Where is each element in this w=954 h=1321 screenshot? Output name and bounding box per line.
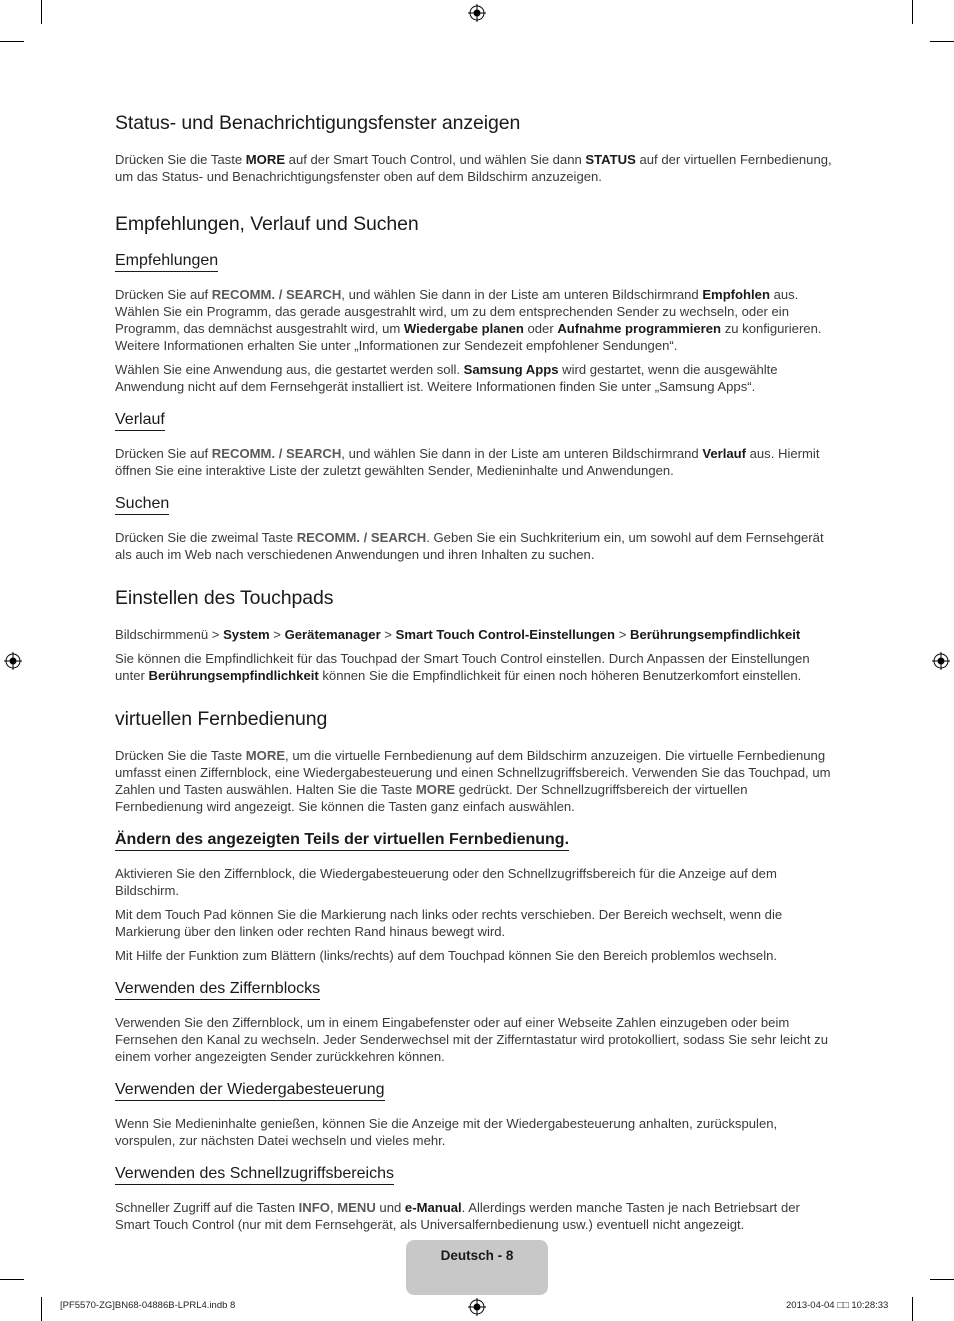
bold-term: System	[223, 627, 270, 642]
heading-status: Status- und Benachrichtigungsfenster anzeigen	[115, 112, 521, 134]
bold-term: Berührungsempfindlichkeit	[148, 668, 319, 683]
heading-recommend: Empfehlungen, Verlauf und Suchen	[115, 213, 419, 235]
bold-term: Gerätemanager	[284, 627, 381, 642]
bold-term: Samsung Apps	[463, 362, 559, 377]
aendern-paragraph-2: Mit dem Touch Pad können Sie die Markierung nach links oder rechts verschieben. Der Bereich wechselt, wenn die Markierung über den linken oder rechten Rand hinaus bewegt wird.	[115, 907, 783, 939]
print-file-info: [PF5570-ZG]BN68-04886B-LPRL4.indb 8	[60, 1300, 236, 1311]
bold-term: STATUS	[585, 152, 636, 167]
subheading-verlauf: Verlauf	[115, 411, 165, 431]
page-content	[115, 112, 837, 1253]
suchen-paragraph: Drücken Sie die zweimal Taste RECOMM. / SEARCH. Geben Sie ein Suchkriterium ein, um sowohl auf dem Fernsehgerät als auch im Web nach verschiedenen Anwendungen und ihren Inhalten zu suchen.	[115, 530, 824, 562]
crop-mark	[0, 41, 24, 42]
bold-term: INFO	[298, 1200, 330, 1215]
aendern-paragraph-3: Mit Hilfe der Funktion zum Blättern (links/rechts) auf dem Touchpad können Sie den Bereich problemlos wechseln.	[115, 948, 778, 963]
verlauf-paragraph: Drücken Sie auf RECOMM. / SEARCH, und wählen Sie dann in der Liste am unteren Bildschirmrand Verlauf aus. Hiermit öffnen Sie eine interaktive Liste der zuletzt gewählten Sender, Medieninhalte und Anwendungen.	[115, 446, 820, 478]
empfehlungen-paragraph-2: Wählen Sie eine Anwendung aus, die gestartet werden soll. Samsung Apps wird gestartet, wenn die ausgewählte Anwendung nicht auf dem Fernsehgerät installiert ist. Weitere Informationen finden Sie unter „Samsung Apps“.	[115, 362, 778, 394]
virtual-paragraph: Drücken Sie die Taste MORE, um die virtuelle Fernbedienung auf dem Bildschirm anzuzeigen. Die virtuelle Fernbedienung umfasst einen Ziffernblock, eine Wiedergabesteuerung und einen Schnellzugriffsbereich. Verwenden Sie das Touchpad, um Zahlen und Tasten auswählen. Halten Sie die Taste MORE gedrückt. Der Schnellzugriffsbereich der virtuellen Fernbedienung wird angezeigt. Sie können die Tasten ganz einfach auswählen.	[115, 748, 831, 814]
ziffernblock-paragraph: Verwenden Sie den Ziffernblock, um in einem Eingabefenster oder auf einer Webseite Zahlen einzugeben oder beim Fernsehen den Kanal zu wechseln. Jeder Senderwechsel mit der Zifferntastatur wird protokolliert, sodass Sie sehr leicht zu einem vorher angezeigten Sender zurückkehren können.	[115, 1015, 828, 1064]
registration-mark-icon	[932, 652, 950, 670]
aendern-paragraph-1: Aktivieren Sie den Ziffernblock, die Wiedergabesteuerung oder den Schnellzugriffsbereich für die Anzeige auf dem Bildschirm.	[115, 866, 777, 898]
bold-term: Aufnahme programmieren	[557, 321, 722, 336]
subheading-empfehlungen: Empfehlungen	[115, 252, 218, 272]
bold-term: MORE	[415, 782, 456, 797]
page-number-tab	[406, 1240, 548, 1295]
print-timestamp: 2013-04-04 □□ 10:28:33	[786, 1300, 889, 1311]
bold-term: Smart Touch Control-Einstellungen	[395, 627, 616, 642]
bold-term: MORE	[245, 748, 286, 763]
registration-mark-icon	[468, 4, 486, 22]
crop-mark	[930, 41, 954, 42]
section-status	[115, 112, 837, 185]
section-virtual-remote	[115, 708, 837, 1233]
empfehlungen-paragraph-1: Drücken Sie auf RECOMM. / SEARCH, und wählen Sie dann in der Liste am unteren Bildschirmrand Empfohlen aus. Wählen Sie ein Programm, das gerade ausgestrahlt wird, um zu dem entsprechenden Sender zu wechseln, oder ein Programm, das demnächst ausgestrahlt wird, um Wiedergabe planen oder Aufnahme programmieren zu konfigurieren. Weitere Informationen erhalten Sie unter „Informationen zur Sendezeit empfohlener Sendungen“.	[115, 287, 822, 353]
subheading-suchen: Suchen	[115, 495, 169, 515]
bold-term: Wiedergabe planen	[403, 321, 524, 336]
crop-mark	[930, 1279, 954, 1280]
crop-mark	[912, 1297, 913, 1321]
heading-virtual-remote: virtuellen Fernbedienung	[115, 708, 328, 730]
section-touchpad	[115, 587, 837, 684]
page-number-label: Deutsch - 8	[440, 1248, 514, 1263]
bold-term: MENU	[337, 1200, 376, 1215]
section-recommend	[115, 213, 837, 563]
subheading-ziffernblock: Verwenden des Ziffernblocks	[115, 980, 320, 1000]
subheading-aendern: Ändern des angezeigten Teils der virtuellen Fernbedienung.	[115, 831, 569, 851]
subheading-schnellzugriff: Verwenden des Schnellzugriffsbereichs	[115, 1165, 394, 1185]
status-paragraph: Drücken Sie die Taste MORE auf der Smart Touch Control, und wählen Sie dann STATUS auf der virtuellen Fernbedienung, um das Status- und Benachrichtigungsfenster oben auf dem Bildschirm anzuzeigen.	[115, 152, 832, 184]
registration-mark-icon	[4, 652, 22, 670]
crop-mark	[41, 1297, 42, 1321]
crop-mark	[0, 1279, 24, 1280]
subheading-wiedergabe: Verwenden der Wiedergabesteuerung	[115, 1081, 385, 1101]
bold-term: Empfohlen	[702, 287, 770, 302]
bold-term: MORE	[245, 152, 286, 167]
bold-term: RECOMM. / SEARCH	[211, 287, 342, 302]
touchpad-menu-path: Bildschirmmenü > System > Gerätemanager > Smart Touch Control-Einstellungen > Berührungsempfindlichkeit	[115, 627, 801, 642]
heading-touchpad: Einstellen des Touchpads	[115, 587, 334, 609]
bold-term: e-Manual	[404, 1200, 462, 1215]
schnellzugriff-paragraph: Schneller Zugriff auf die Tasten INFO, MENU und e-Manual. Allerdings werden manche Tasten je nach Betriebsart der Smart Touch Control (nur mit dem Fernsehgerät, als Universalfernbedienung usw.) eventuell nicht angezeigt.	[115, 1200, 800, 1232]
bold-term: RECOMM. / SEARCH	[211, 446, 342, 461]
wiedergabe-paragraph: Wenn Sie Medieninhalte genießen, können Sie die Anzeige mit der Wiedergabesteuerung anhalten, zurückspulen, vorspulen, zur nächsten Datei wechseln und vieles mehr.	[115, 1116, 778, 1148]
bold-term: Berührungsempfindlichkeit	[630, 627, 801, 642]
bold-term: Verlauf	[702, 446, 746, 461]
registration-mark-icon	[468, 1298, 486, 1316]
crop-mark	[41, 0, 42, 24]
bold-term: RECOMM. / SEARCH	[296, 530, 427, 545]
touchpad-paragraph: Sie können die Empfindlichkeit für das Touchpad der Smart Touch Control einstellen. Durch Anpassen der Einstellungen unter Berührungsempfindlichkeit können Sie die Empfindlichkeit für einen noch höheren Benutzerkomfort einstellen.	[115, 651, 810, 683]
crop-mark	[912, 0, 913, 24]
